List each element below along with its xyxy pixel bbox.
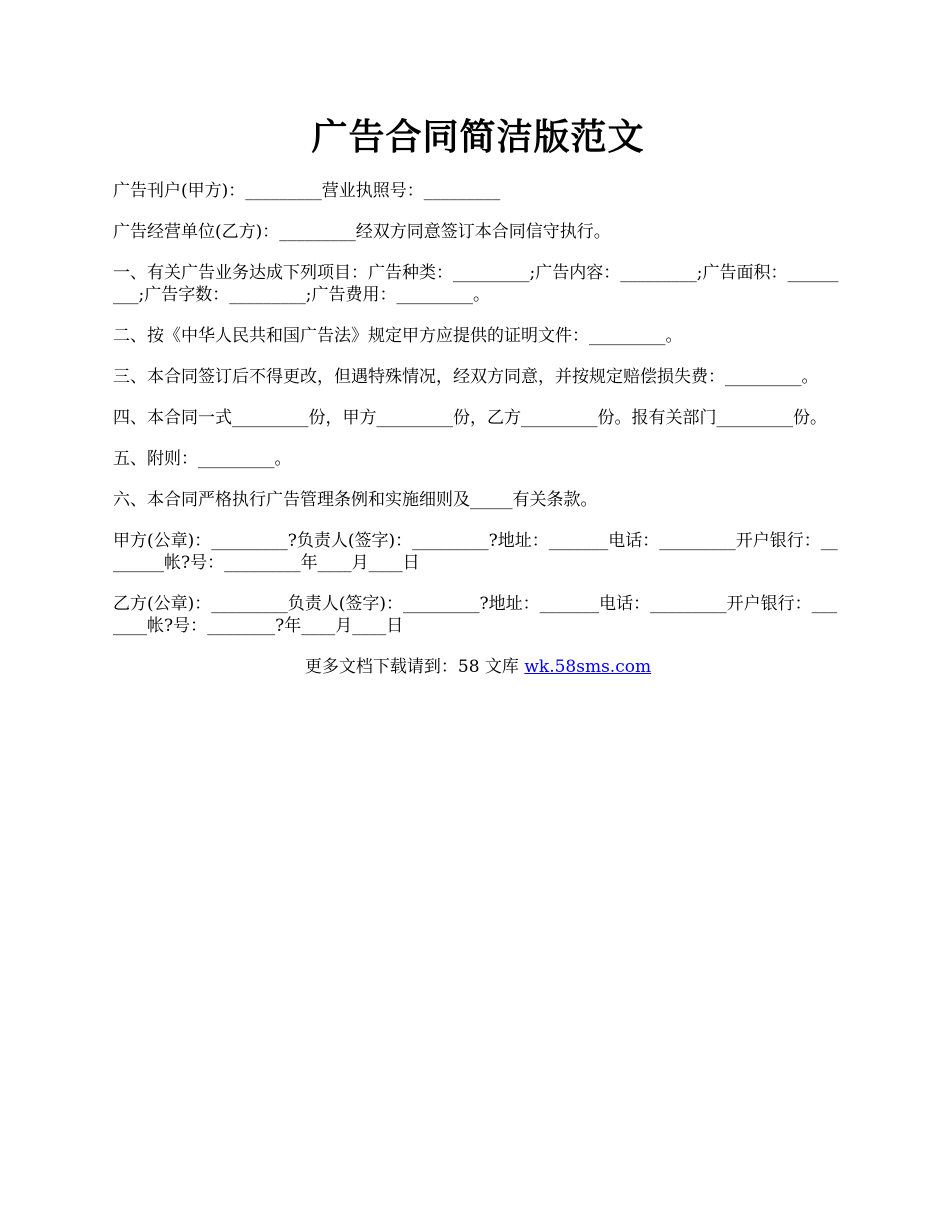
document-page [113, 112, 843, 678]
clause-5: 五、附则：_________。 [113, 449, 292, 469]
footer-text: 更多文档下载请到：58 文库 [304, 657, 525, 677]
party-a-signature-block: 甲方(公章)：_________?负责人(签字)：_________?地址：_______电话：_________开户银行：________帐?号：_________年____月____日 [113, 531, 838, 573]
clause-6: 六、本合同严格执行广告管理条例和实施细则及_____有关条款。 [113, 490, 598, 510]
party-a-line: 广告刊户(甲方)：_________营业执照号：_________ [113, 181, 501, 201]
clause-2: 二、按《中华人民共和国广告法》规定甲方应提供的证明文件：_________。 [113, 326, 683, 346]
document-title: 广告合同简洁版范文 [311, 116, 645, 158]
clause-4: 四、本合同一式_________份，甲方_________份，乙方_________份。报有关部门_________份。 [113, 408, 827, 428]
clause-1: 一、有关广告业务达成下列项目：广告种类：_________;广告内容：_________;广告面积：_________;广告字数：_________;广告费用：_________。 [113, 263, 839, 305]
footer-link[interactable]: wk.58sms.com [524, 657, 652, 677]
party-b-line: 广告经营单位(乙方)：_________经双方同意签订本合同信守执行。 [113, 222, 611, 242]
download-footer [113, 656, 843, 678]
clause-3: 三、本合同签订后不得更改，但遇特殊情况，经双方同意，并按规定赔偿损失费：_________。 [113, 367, 819, 387]
party-b-signature-block: 乙方(公章)：_________负责人(签字)：_________?地址：_______电话：_________开户银行：_______帐?号：________?年____月____日 [113, 594, 838, 636]
